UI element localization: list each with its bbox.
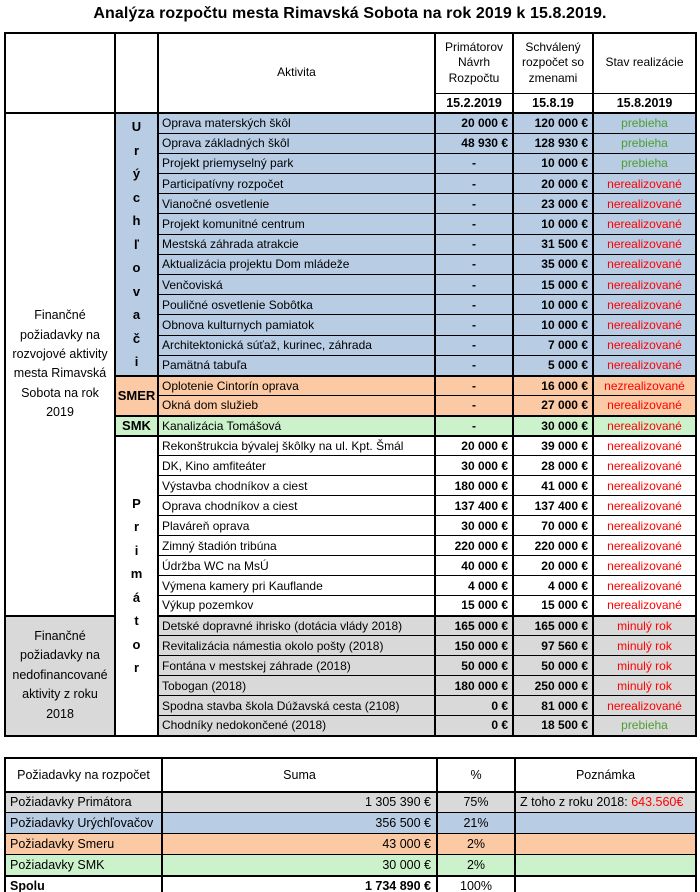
- approved-amount-cell: 220 000 €: [513, 536, 593, 556]
- proposed-amount-cell: -: [435, 295, 513, 315]
- approved-amount-cell: 10 000 €: [513, 153, 593, 173]
- activity-cell: Oprava základných škôl: [158, 133, 435, 153]
- summary-row: [5, 855, 696, 876]
- status-cell: minulý rok: [593, 656, 696, 676]
- header-proposed-budget: Primátorov Návrh Rozpočtu: [435, 33, 513, 93]
- activity-cell: Pamätná tabuľa: [158, 355, 435, 375]
- proposed-amount-cell: 20 000 €: [435, 113, 513, 133]
- status-cell: minulý rok: [593, 636, 696, 656]
- summary-header-suma: Suma: [162, 758, 437, 792]
- summary-note-cell: [515, 813, 696, 834]
- activity-cell: Rekonštrukcia bývalej škôlky na ul. Kpt. Šmál: [158, 436, 435, 456]
- activity-cell: Okná dom služieb: [158, 396, 435, 416]
- proposed-amount-cell: -: [435, 194, 513, 214]
- summary-header-note: Poznámka: [515, 758, 696, 792]
- left-category-label-cell: Finančné požiadavky na rozvojové aktivity mesta Rimavská Sobota na rok 2019: [5, 113, 115, 616]
- status-cell: nerealizované: [593, 254, 696, 274]
- summary-row: [5, 813, 696, 834]
- approved-amount-cell: 10 000 €: [513, 214, 593, 234]
- budget-analysis-table: [4, 32, 697, 737]
- proposed-amount-cell: -: [435, 254, 513, 274]
- proposed-amount-cell: 48 930 €: [435, 133, 513, 153]
- group-label-cell: SMER: [115, 376, 158, 416]
- activity-cell: Chodníky nedokončené (2018): [158, 716, 435, 736]
- group-label-cell: SMK: [115, 416, 158, 436]
- group-letter: P: [132, 495, 141, 511]
- activity-cell: Výkup pozemkov: [158, 596, 435, 616]
- proposed-amount-cell: 180 000 €: [435, 476, 513, 496]
- proposed-amount-cell: 4 000 €: [435, 576, 513, 596]
- proposed-amount-cell: -: [435, 234, 513, 254]
- proposed-amount-cell: -: [435, 315, 513, 335]
- activity-cell: Aktualizácia projektu Dom mládeže: [158, 254, 435, 274]
- approved-amount-cell: 15 000 €: [513, 275, 593, 295]
- status-cell: nerealizované: [593, 396, 696, 416]
- status-cell: nerealizované: [593, 295, 696, 315]
- approved-amount-cell: 250 000 €: [513, 676, 593, 696]
- activity-cell: Oprava materských škôl: [158, 113, 435, 133]
- status-cell: nerealizované: [593, 556, 696, 576]
- activity-cell: Plaváreň oprava: [158, 516, 435, 536]
- group-letter: o: [132, 636, 141, 652]
- proposed-amount-cell: 0 €: [435, 716, 513, 736]
- note-text: Z toho z roku 2018:: [520, 795, 632, 810]
- group-letter: i: [134, 354, 139, 369]
- group-letter: á: [132, 589, 141, 605]
- left-category-label-cell: Finančné požiadavky na nedofinancované aktivity z roku 2018: [5, 616, 115, 736]
- group-letter: r: [133, 142, 140, 158]
- activity-cell: Revitalizácia námestia okolo pošty (2018): [158, 636, 435, 656]
- activity-cell: Mestská záhrada atrakcie: [158, 234, 435, 254]
- group-letter: v: [132, 283, 141, 299]
- status-cell: minulý rok: [593, 616, 696, 636]
- proposed-amount-cell: -: [435, 416, 513, 436]
- proposed-amount-cell: 40 000 €: [435, 556, 513, 576]
- table-row: [5, 113, 696, 133]
- group-letter: a: [132, 307, 141, 322]
- summary-row: [5, 834, 696, 855]
- status-cell: prebieha: [593, 153, 696, 173]
- status-cell: nerealizované: [593, 576, 696, 596]
- proposed-amount-cell: 20 000 €: [435, 436, 513, 456]
- approved-amount-cell: 50 000 €: [513, 656, 593, 676]
- group-label-cell: [115, 113, 158, 376]
- activity-cell: Fontána v mestskej záhrade (2018): [158, 656, 435, 676]
- header-realization-status: Stav realizácie: [593, 33, 696, 93]
- header-activity: Aktivita: [158, 33, 435, 113]
- header-approved-budget: Schválený rozpočet so zmenami: [513, 33, 593, 93]
- proposed-amount-cell: 165 000 €: [435, 616, 513, 636]
- proposed-amount-cell: 50 000 €: [435, 656, 513, 676]
- summary-note-cell: [515, 834, 696, 855]
- approved-amount-cell: 39 000 €: [513, 436, 593, 456]
- summary-table: [4, 757, 697, 892]
- status-cell: nerealizované: [593, 355, 696, 375]
- activity-cell: Tobogan (2018): [158, 676, 435, 696]
- activity-cell: Vianočné osvetlenie: [158, 194, 435, 214]
- activity-cell: Oplotenie Cintorín oprava: [158, 376, 435, 396]
- summary-percent-cell: 21%: [437, 813, 515, 834]
- proposed-amount-cell: -: [435, 275, 513, 295]
- summary-note-cell: [515, 792, 696, 813]
- activity-cell: Venčoviská: [158, 275, 435, 295]
- header-category-empty: [5, 33, 115, 113]
- status-cell: nerealizované: [593, 315, 696, 335]
- proposed-amount-cell: 15 000 €: [435, 596, 513, 616]
- group-letter: t: [134, 613, 139, 628]
- approved-amount-cell: 15 000 €: [513, 596, 593, 616]
- summary-suma-cell: 1 734 890 €: [162, 876, 437, 892]
- header-proposed-date: 15.2.2019: [435, 93, 513, 113]
- activity-cell: Obnova kulturnych pamiatok: [158, 315, 435, 335]
- approved-amount-cell: 10 000 €: [513, 315, 593, 335]
- approved-amount-cell: 41 000 €: [513, 476, 593, 496]
- approved-amount-cell: 23 000 €: [513, 194, 593, 214]
- activity-cell: Projekt priemyselný park: [158, 153, 435, 173]
- table-row: [5, 616, 696, 636]
- summary-percent-cell: 100%: [437, 876, 515, 892]
- status-cell: nerealizované: [593, 456, 696, 476]
- proposed-amount-cell: -: [435, 153, 513, 173]
- activity-cell: Pouličné osvetlenie Sobôtka: [158, 295, 435, 315]
- activity-cell: Kanalizácia Tomášová: [158, 416, 435, 436]
- summary-label-cell: Požiadavky SMK: [5, 855, 162, 876]
- activity-cell: Výmena kamery pri Kauflande: [158, 576, 435, 596]
- group-letter: r: [133, 660, 140, 675]
- summary-header-row: [5, 758, 696, 792]
- group-letter: i: [134, 542, 139, 558]
- group-letter: č: [132, 330, 141, 346]
- approved-amount-cell: 81 000 €: [513, 696, 593, 716]
- approved-amount-cell: 20 000 €: [513, 556, 593, 576]
- summary-suma-cell: 43 000 €: [162, 834, 437, 855]
- summary-row: [5, 792, 696, 813]
- summary-header-percent: %: [437, 758, 515, 792]
- approved-amount-cell: 137 400 €: [513, 496, 593, 516]
- header-row-titles: [5, 33, 696, 93]
- summary-suma-cell: 356 500 €: [162, 813, 437, 834]
- status-cell: nerealizované: [593, 536, 696, 556]
- status-cell: nerealizované: [593, 596, 696, 616]
- activity-cell: Participatívny rozpočet: [158, 174, 435, 194]
- summary-label-cell: Požiadavky Smeru: [5, 834, 162, 855]
- group-letter: r: [133, 519, 140, 534]
- summary-percent-cell: 2%: [437, 834, 515, 855]
- status-cell: nerealizované: [593, 696, 696, 716]
- header-status-date: 15.8.2019: [593, 93, 696, 113]
- summary-header-label: Požiadavky na rozpočet: [5, 758, 162, 792]
- summary-label-cell: Požiadavky Primátora: [5, 792, 162, 813]
- proposed-amount-cell: -: [435, 214, 513, 234]
- approved-amount-cell: 31 500 €: [513, 234, 593, 254]
- summary-row: [5, 876, 696, 892]
- approved-amount-cell: 27 000 €: [513, 396, 593, 416]
- status-cell: nerealizované: [593, 234, 696, 254]
- approved-amount-cell: 30 000 €: [513, 416, 593, 436]
- approved-amount-cell: 35 000 €: [513, 254, 593, 274]
- proposed-amount-cell: -: [435, 335, 513, 355]
- summary-label-cell: Požiadavky Urýchľovačov: [5, 813, 162, 834]
- activity-cell: Architektonická súťaž, kurinec, záhrada: [158, 335, 435, 355]
- summary-percent-cell: 2%: [437, 855, 515, 876]
- activity-cell: DK, Kino amfiteáter: [158, 456, 435, 476]
- group-letter: o: [132, 260, 141, 275]
- approved-amount-cell: 4 000 €: [513, 576, 593, 596]
- note-red-amount: 643.560€: [631, 795, 684, 810]
- summary-percent-cell: 75%: [437, 792, 515, 813]
- group-letter: ľ: [133, 236, 139, 252]
- group-letter: ý: [132, 166, 141, 181]
- summary-note-cell: [515, 876, 696, 892]
- activity-cell: Oprava chodníkov a ciest: [158, 496, 435, 516]
- proposed-amount-cell: -: [435, 174, 513, 194]
- approved-amount-cell: 28 000 €: [513, 456, 593, 476]
- status-cell: minulý rok: [593, 676, 696, 696]
- approved-amount-cell: 10 000 €: [513, 295, 593, 315]
- activity-cell: Zimný štadión tribúna: [158, 536, 435, 556]
- group-label-cell: [115, 436, 158, 736]
- group-letter: U: [131, 119, 142, 134]
- summary-suma-cell: 1 305 390 €: [162, 792, 437, 813]
- status-cell: nerealizované: [593, 174, 696, 194]
- proposed-amount-cell: 30 000 €: [435, 456, 513, 476]
- proposed-amount-cell: -: [435, 396, 513, 416]
- proposed-amount-cell: 30 000 €: [435, 516, 513, 536]
- proposed-amount-cell: 220 000 €: [435, 536, 513, 556]
- activity-cell: Údržba WC na MsÚ: [158, 556, 435, 576]
- approved-amount-cell: 5 000 €: [513, 355, 593, 375]
- group-letter: m: [130, 566, 143, 581]
- status-cell: prebieha: [593, 133, 696, 153]
- page-title: Analýza rozpočtu mesta Rimavská Sobota na rok 2019 k 15.8.2019.: [93, 5, 607, 22]
- proposed-amount-cell: -: [435, 376, 513, 396]
- activity-cell: Projekt komunitné centrum: [158, 214, 435, 234]
- proposed-amount-cell: 0 €: [435, 696, 513, 716]
- approved-amount-cell: 120 000 €: [513, 113, 593, 133]
- status-cell: nerealizované: [593, 516, 696, 536]
- header-approved-date: 15.8.19: [513, 93, 593, 113]
- approved-amount-cell: 165 000 €: [513, 616, 593, 636]
- proposed-amount-cell: 180 000 €: [435, 676, 513, 696]
- approved-amount-cell: 97 560 €: [513, 636, 593, 656]
- approved-amount-cell: 128 930 €: [513, 133, 593, 153]
- summary-label-cell: Spolu: [5, 876, 162, 892]
- activity-cell: Detské dopravné ihrisko (dotácia vlády 2018): [158, 616, 435, 636]
- approved-amount-cell: 18 500 €: [513, 716, 593, 736]
- status-cell: nezrealizované: [593, 376, 696, 396]
- status-cell: nerealizované: [593, 436, 696, 456]
- approved-amount-cell: 70 000 €: [513, 516, 593, 536]
- status-cell: nerealizované: [593, 476, 696, 496]
- summary-note-cell: [515, 855, 696, 876]
- group-letter: h: [132, 213, 141, 228]
- header-group-empty: [115, 33, 158, 113]
- approved-amount-cell: 16 000 €: [513, 376, 593, 396]
- status-cell: nerealizované: [593, 214, 696, 234]
- group-letter: c: [132, 189, 141, 205]
- summary-suma-cell: 30 000 €: [162, 855, 437, 876]
- status-cell: nerealizované: [593, 335, 696, 355]
- proposed-amount-cell: -: [435, 355, 513, 375]
- approved-amount-cell: 7 000 €: [513, 335, 593, 355]
- status-cell: nerealizované: [593, 194, 696, 214]
- proposed-amount-cell: 137 400 €: [435, 496, 513, 516]
- status-cell: nerealizované: [593, 275, 696, 295]
- activity-cell: Výstavba chodníkov a ciest: [158, 476, 435, 496]
- proposed-amount-cell: 150 000 €: [435, 636, 513, 656]
- activity-cell: Spodna stavba škola Dúžavská cesta (2108): [158, 696, 435, 716]
- approved-amount-cell: 20 000 €: [513, 174, 593, 194]
- status-cell: prebieha: [593, 716, 696, 736]
- status-cell: prebieha: [593, 113, 696, 133]
- status-cell: nerealizované: [593, 496, 696, 516]
- status-cell: nerealizované: [593, 416, 696, 436]
